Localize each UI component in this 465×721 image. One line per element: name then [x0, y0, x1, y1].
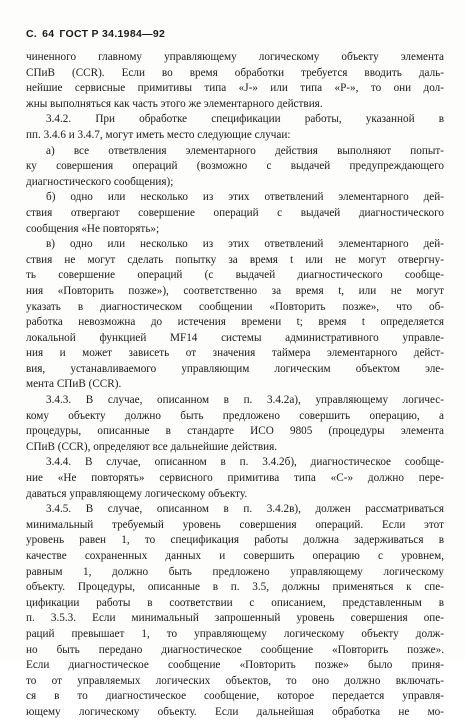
text-line: указать в диагностическом сообщении «Повторить позже», что об-	[26, 300, 444, 313]
text-line: качестве сохраненных данных и совершить операцию с уровнем,	[26, 550, 444, 562]
text-line: ние «Не повторять» сервисного примитива типа «С-» должно пере-	[26, 472, 444, 485]
text-line: 3.4.5. В случае, описанном в п. 3.4.2в), должен рассматриваться	[46, 503, 444, 516]
text-line: жны выполняться как часть этого же элементарного действия.	[26, 97, 323, 110]
text-line: уровень равен 1, то спецификация работы должна задерживаться в	[26, 534, 444, 547]
text-line: диагностического сообщения);	[26, 175, 174, 188]
text-line: пп. 3.4.6 и 3.4.7, могут иметь место следующие случаи:	[26, 128, 291, 141]
text-line: даваться управляющему логическому объекту.	[26, 487, 248, 500]
header-section-label: С.	[26, 28, 38, 40]
document-body	[26, 50, 444, 721]
text-line: ствия отвергают совершение операций с выдачей диагностического	[26, 206, 444, 219]
text-line: ствия не могут сделать попытку за время t или не могут отвергну-	[26, 253, 444, 266]
page-header	[26, 28, 170, 40]
text-line: ющему логическому объекту. Если дальнейшая обработка не мо-	[26, 705, 444, 718]
text-line: чиненного главному управляющему логическому объекту элемента	[26, 51, 444, 63]
header-standard-id: ГОСТ Р 34.1984—92	[59, 28, 166, 40]
text-line: СПиВ (CCR), определяют все дальнейшие действия.	[26, 440, 278, 453]
text-line: объекту. Процедуры, описанные в п. 3.5, должны применяться к спе-	[26, 581, 444, 594]
text-line: ния «Повторить позже»), соответственно за время t, или не могут	[26, 284, 444, 297]
text-line: СПиВ (CCR). Если во время обработки требуется вводить даль-	[26, 66, 444, 79]
text-line: локальной функцией MF14 системы административного управле-	[26, 331, 444, 344]
text-line: ся в то диагностическое сообщение, которое передается управля-	[26, 690, 444, 703]
text-line: работка невозможна до истечения времени t; время t определяется	[26, 316, 444, 329]
text-line: ния и может зависеть от значения таймера элементарного дейст-	[26, 347, 444, 360]
text-line: нейшие сервисные примитивы типа «J-» или типа «P-», то они дол-	[26, 82, 444, 95]
text-line: а) все ответвления элементарного действия выполняют попыт-	[46, 144, 444, 157]
text-line: раций превышает 1, то управляющему логическому объекту долж-	[26, 627, 444, 640]
text-line: равным 1, должно быть предложено управляющему логическому	[26, 565, 444, 578]
text-line: цификации работы в соответствии с описанием, представленным в	[26, 596, 444, 609]
text-line: Если диагностическое сообщение «Повторить позже» было приня-	[26, 659, 444, 672]
text-line: ку совершения операций (возможно с выдачей предупреждающего	[26, 160, 444, 173]
text-line: 3.4.2. При обработке спецификации работы, указанной в	[46, 113, 444, 126]
text-line: кому объекту должно быть предложено совершить операцию, а	[26, 409, 444, 422]
text-line: вия, устанавливаемого управляющим логическим объектом эле-	[26, 362, 444, 375]
text-line: 3.4.4. В случае, описанном в п. 3.4.2б), диагностическое сообще-	[46, 456, 444, 469]
text-line: то от управляемых логических объектов, то оно должно включать-	[26, 674, 444, 687]
text-line: мента СПиВ (CCR).	[26, 378, 122, 391]
text-line: ть совершение операций (с выдачей диагностического сообще-	[26, 269, 444, 282]
text-line: в) одно или несколько из этих ответвлений элементарного дей-	[46, 238, 444, 251]
text-line: б) одно или несколько из этих ответвлений элементарного дей-	[46, 191, 444, 204]
text-line: 3.4.3. В случае, описанном в п. 3.4.2а), управляющему логичес-	[46, 394, 444, 407]
text-line: п. 3.5.3. Если минимальный запрошенный уровень совершения опе-	[26, 612, 444, 625]
header-page-number: 64	[42, 28, 55, 40]
text-line: сообщения «Не повторять»;	[26, 222, 160, 235]
text-line: минимальный требуемый уровень совершения операций. Если этот	[26, 518, 444, 531]
text-line: процедуры, описанные в стандарте ИСО 9805 (процедуры элемента	[26, 425, 444, 438]
text-line: но быть передано диагностическое сообщение «Повторить позже».	[26, 643, 444, 656]
